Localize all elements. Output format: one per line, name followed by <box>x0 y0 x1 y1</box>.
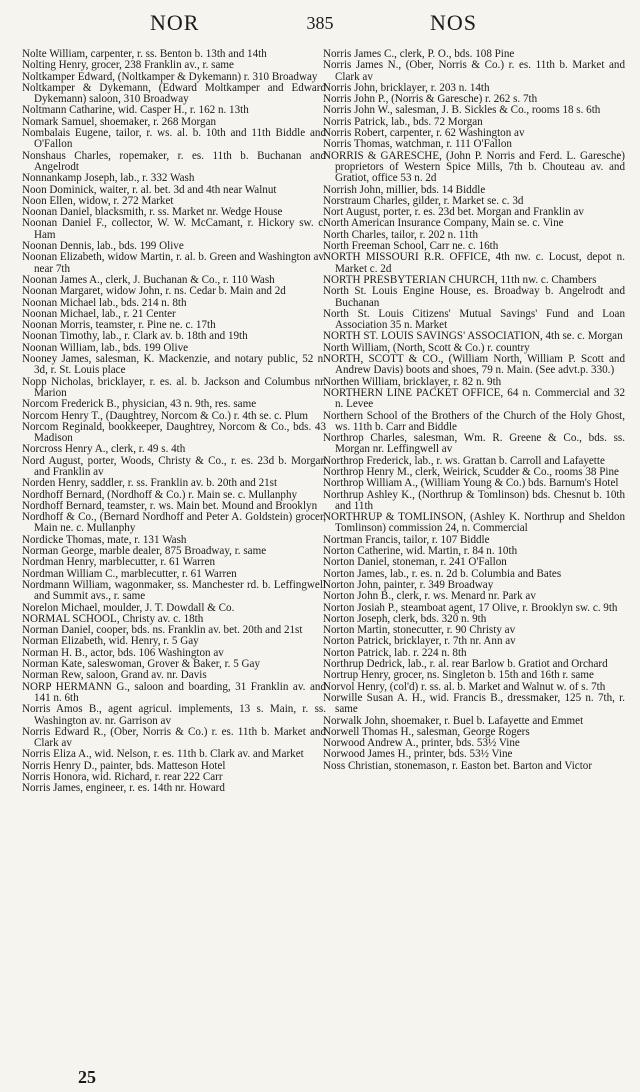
directory-entry: Northrup Ashley K., (Northrup & Tomlinson) bds. Chesnut b. 10th and 11th <box>323 488 625 512</box>
directory-entry: Norelon Michael, moulder, J. T. Dowdall & Co. <box>22 601 235 614</box>
directory-entry: Noonan Daniel F., collector, W. W. McCamant, r. Hickory sw. c. Ham <box>22 217 326 241</box>
directory-entry: Nonnankamp Joseph, lab., r. 332 Wash <box>22 172 195 185</box>
directory-entry: Norris James, engineer, r. es. 14th nr. Howard <box>22 782 225 795</box>
directory-entry: Norris Henry D., painter, bds. Matteson Hotel <box>22 759 226 772</box>
directory-entry: Norris Thomas, watchman, r. 111 O'Fallon <box>323 138 512 151</box>
directory-entry: Nolting Henry, grocer, 238 Franklin av., r. same <box>22 59 234 72</box>
directory-entry: Noltkamper & Dykemann, (Edward Moltkamper and Edward Dykemann) saloon, 310 Broadway <box>22 81 326 106</box>
directory-entry: Norris James N., (Ober, Norris & Co.) r. es. 11th b. Market and Clark av <box>323 59 625 83</box>
header-guide-word-left: NOR <box>150 10 200 35</box>
directory-entry: Norton James, lab., r. es. n. 2d b. Columbia and Bates <box>323 567 562 580</box>
directory-entry: Norton John, painter, r. 349 Broadway <box>323 578 494 591</box>
directory-entry: Norcom Frederick B., physician, 43 n. 9th, res. same <box>22 398 257 411</box>
directory-entry: Nordman Henry, marblecutter, r. 61 Warren <box>22 556 216 569</box>
directory-entry: NORTH ST. LOUIS SAVINGS' ASSOCIATION, 4th se. c. Morgan <box>323 330 623 343</box>
directory-entry: NORTH PRESBYTERIAN CHURCH, 11th nw. c. Chambers <box>323 273 597 286</box>
directory-entry: Norrish John, millier, bds. 14 Biddle <box>323 183 486 196</box>
page-number: 385 <box>306 13 334 33</box>
directory-entry: Norman Daniel, cooper, bds. ns. Franklin av. bet. 20th and 21st <box>22 624 303 637</box>
directory-entry: Norton Patrick, bricklayer, r. 7th nr. Ann av <box>323 635 516 648</box>
directory-entry: Nomark Samuel, shoemaker, r. 268 Morgan <box>22 115 217 128</box>
header-guide-word-right: NOS <box>430 10 478 35</box>
directory-entry: Noonan Dennis, lab., bds. 199 Olive <box>22 240 184 253</box>
directory-entry: North St. Louis Citizens' Mutual Savings' Fund and Loan Association 35 n. Market <box>323 307 625 332</box>
directory-entry: Norman Rew, saloon, Grand av. nr. Davis <box>22 669 207 682</box>
directory-entry: Norris James C., clerk, P. O., bds. 108 Pine <box>323 48 515 60</box>
directory-entry: Norman Kate, saleswoman, Grover & Baker, r. 5 Gay <box>22 658 261 671</box>
signature-mark: 25 <box>78 1067 96 1087</box>
directory-entry: Norris Patrick, lab., bds. 72 Morgan <box>323 115 483 128</box>
directory-entry: Norman George, marble dealer, 875 Broadway, r. same <box>22 545 267 558</box>
directory-entry: North William, (North, Scott & Co.) r. country <box>323 341 530 354</box>
directory-entry: Noonan Timothy, lab., r. Clark av. b. 18th and 19th <box>22 330 248 343</box>
directory-entry: NORTHERN LINE PACKET OFFICE, 64 n. Commercial and 32 n. Levee <box>323 386 625 411</box>
directory-entry: Norwell Thomas H., salesman, George Rogers <box>323 725 530 738</box>
directory-entry: Norris Edward R., (Ober, Norris & Co.) r. es. 11th b. Market and Clark av <box>22 725 326 750</box>
directory-entry: NORTH, SCOTT & CO., (William North, William P. Scott and Andrew Davis) boots and shoes, 79 n. Main. (See advt.p. 330.) <box>323 353 625 377</box>
directory-entry: Northrop Henry M., clerk, Weirick, Scudder & Co., rooms 38 Pine <box>323 465 619 478</box>
directory-entry: Nopp Nicholas, bricklayer, r. es. al. b. Jackson and Columbus nr. Marion <box>22 375 326 399</box>
directory-entry: Norton Catherine, wid. Martin, r. 84 n. 10th <box>323 545 518 558</box>
directory-entry: Noltmann Catharine, wid. Casper H., r. 162 n. 13th <box>22 104 249 117</box>
page-header <box>0 0 640 44</box>
directory-entry: Nordman William C., marblecutter, r. 61 Warren <box>22 567 237 580</box>
directory-entry: NORP HERMANN G., saloon and boarding, 31 Franklin av. and 141 n. 6th <box>22 680 326 704</box>
directory-entry: Norris Honora, wid. Richard, r. rear 222 Carr <box>22 771 223 783</box>
directory-entry: NORMAL SCHOOL, Christy av. c. 18th <box>22 612 204 625</box>
directory-entry: Northern School of the Brothers of the Church of the Holy Ghost, ws. 11th b. Carr and Biddle <box>323 409 625 433</box>
directory-entry: North St. Louis Engine House, es. Broadway b. Angelrodt and Buchanan <box>323 285 625 309</box>
directory-entry: Norton Martin, stonecutter, r. 90 Christy av <box>323 624 516 637</box>
directory-entry: Noonan James A., clerk, J. Buchanan & Co., r. 110 Wash <box>22 273 275 286</box>
directory-entry: Norvol Henry, (col'd) r. ss. al. b. Market and Walnut w. of s. 7th <box>323 680 606 693</box>
directory-entry: Norwood Andrew A., printer, bds. 53½ Vine <box>323 737 520 750</box>
directory-entry: Noon Dominick, waiter, r. al. bet. 3d and 4th near Walnut <box>22 183 277 196</box>
directory-entry: Nortman Francis, tailor, r. 107 Biddle <box>323 533 490 546</box>
directory-entry: Noonan William, lab., bds. 199 Olive <box>22 341 189 354</box>
directory-entry: Noss Christian, stonemason, r. Easton bet. Barton and Victor <box>323 759 593 772</box>
directory-entry: Noonan Michael lab., bds. 214 n. 8th <box>22 296 187 309</box>
directory-entry: Noonan Elizabeth, widow Martin, r. al. b. Green and Washington av. near 7th <box>22 251 326 275</box>
directory-entry: Norris John W., salesman, J. B. Sickles & Co., rooms 18 s. 6th <box>323 104 601 117</box>
directory-entry: Northrup Dedrick, lab., r. al. rear Barlow b. Gratiot and Orchard <box>323 658 608 671</box>
directory-entry: Norwalk John, shoemaker, r. Buel b. Lafayette and Emmet <box>323 714 584 727</box>
directory-entry: Norcom Reginald, bookkeeper, Daughtrey, Norcom & Co., bds. 43 Madison <box>22 420 326 445</box>
directory-entry: Northrop Frederick, lab., r. ws. Grattan b. Carroll and Lafayette <box>323 454 605 467</box>
directory-entry: Norcross Henry A., clerk, r. 49 s. 4th <box>22 443 186 456</box>
directory-entry: Norton John B., clerk, r. ws. Menard nr. Park av <box>323 590 536 603</box>
directory-entry: Nooney James, salesman, K. Mackenzie, and notary public, 52 n. 3d, r. St. Louis place <box>22 353 326 377</box>
directory-entry: Norris Eliza A., wid. Nelson, r. es. 11th b. Clark av. and Market <box>22 748 304 761</box>
directory-entry: Northrop Charles, salesman, Wm. R. Greene & Co., bds. ss. Morgan nr. Leffingwell av <box>323 432 625 456</box>
directory-entry: Nordmann William, wagonmaker, ss. Manchester rd. b. Leffingwell and Summit avs., r. same <box>22 578 326 603</box>
directory-entry: NORTH MISSOURI R.R. OFFICE, 4th nw. c. Locust, depot n. Market c. 2d <box>323 251 625 275</box>
directory-entry: NORTHRUP & TOMLINSON, (Ashley K. Northrup and Sheldon Tomlinson) commission 24, n. Commercial <box>323 511 625 535</box>
directory-entry: Norstraum Charles, gilder, r. Market se. c. 3d <box>323 194 524 207</box>
directory-entry: Noltkamper Edward, (Noltkamper & Dykemann) r. 310 Broadway <box>22 70 318 83</box>
directory-entry: Nord August, porter, Woods, Christy & Co., r. es. 23d b. Morgan and Franklin av <box>22 454 326 478</box>
directory-entry: Noonan Michael, lab., r. 21 Center <box>22 307 176 320</box>
directory-entry: Norris Amos B., agent agricul. implements, 13 s. Main, r. ss. Washington av. nr. Garrison av <box>22 703 326 727</box>
directory-entry: Northen William, bricklayer, r. 82 n. 9th <box>323 375 502 388</box>
directory-entry: Nombalais Eugene, tailor, r. ws. al. b. 10th and 11th Biddle and O'Fallon <box>22 127 326 151</box>
directory-entry: Norris John P., (Norris & Garesche) r. 262 s. 7th <box>323 93 538 106</box>
directory-entry: Noonan Daniel, blacksmith, r. ss. Market nr. Wedge House <box>22 206 283 219</box>
directory-entry: North Charles, tailor, r. 202 n. 11th <box>323 228 479 241</box>
directory-entry: Norton Josiah P., steamboat agent, 17 Olive, r. Brooklyn sw. c. 9th <box>323 601 618 614</box>
directory-entry: Norman H. B., actor, bds. 106 Washington av <box>22 646 224 659</box>
directory-entry: Noon Ellen, widow, r. 272 Market <box>22 194 174 207</box>
directory-entry: Nort August, porter, r. es. 23d bet. Morgan and Franklin av <box>323 206 584 219</box>
directory-entry: North American Insurance Company, Main se. c. Vine <box>323 217 564 230</box>
directory-entry: Nordhoff Bernard, teamster, r. ws. Main bet. Mound and Brooklyn <box>22 499 318 512</box>
directory-entry: Northrop William A., (William Young & Co.) bds. Barnum's Hotel <box>323 477 619 490</box>
directory-entry: Nonshaus Charles, ropemaker, r. es. 11th b. Buchanan and Angelrodt <box>22 149 326 173</box>
directory-entry: Nolte William, carpenter, r. ss. Benton b. 13th and 14th <box>22 48 267 60</box>
directory-entry: Noonan Margaret, widow John, r. ns. Cedar b. Main and 2d <box>22 285 286 298</box>
directory-entry: Norton Patrick, lab. r. 224 n. 8th <box>323 646 467 659</box>
directory-entry: Norwille Susan A. H., wid. Francis B., dressmaker, 125 n. 7th, r. same <box>323 691 625 716</box>
directory-entry: Norden Henry, saddler, r. ss. Franklin av. b. 20th and 21st <box>22 477 278 490</box>
directory-entry: Norris Robert, carpenter, r. 62 Washington av <box>323 127 525 140</box>
directory-entry: Norton Daniel, stoneman, r. 241 O'Fallon <box>323 556 507 569</box>
directory-entry: Nordhoff Bernard, (Nordhoff & Co.) r. Main se. c. Mullanphy <box>22 488 298 501</box>
right-column <box>323 49 625 772</box>
directory-entry: Norton Joseph, clerk, bds. 320 n. 9th <box>323 612 487 625</box>
directory-entry: North Freeman School, Carr ne. c. 16th <box>323 240 499 253</box>
directory-entry: Norman Elizabeth, wid. Henry, r. 5 Gay <box>22 635 199 648</box>
directory-entry: NORRIS & GARESCHE, (John P. Norris and Ferd. L. Garesche) proprietors of Western Spice Mills, 7th b. Chouteau av. and Gratiot, office 53 n. 2d <box>323 149 625 185</box>
directory-entry: Nortrup Henry, grocer, ns. Singleton b. 15th and 16th r. same <box>323 669 594 682</box>
left-column <box>22 49 326 795</box>
directory-entry: Noonan Morris, teamster, r. Pine ne. c. 17th <box>22 319 216 332</box>
directory-entry: Norwood James H., printer, bds. 53½ Vine <box>323 748 513 761</box>
directory-entry: Nordhoff & Co., (Bernard Nordhoff and Peter A. Goldstein) grocer, Main ne. c. Mullanphy <box>22 511 326 535</box>
directory-entry: Nordicke Thomas, mate, r. 131 Wash <box>22 533 187 546</box>
directory-entry: Norcom Henry T., (Daughtrey, Norcom & Co.) r. 4th se. c. Plum <box>22 409 309 422</box>
directory-entry: Norris John, bricklayer, r. 203 n. 14th <box>323 81 490 94</box>
